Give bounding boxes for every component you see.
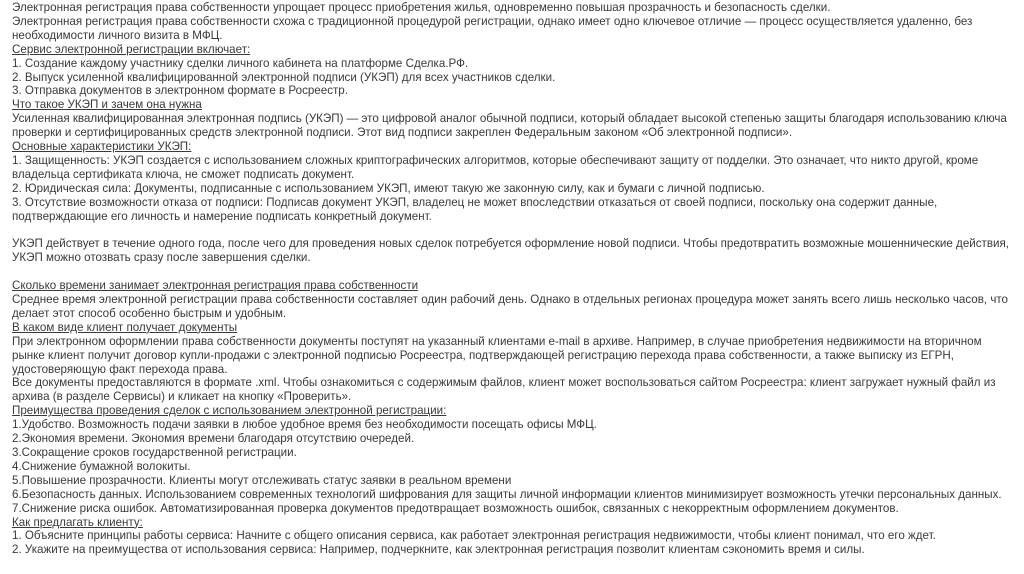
characteristics-item: 1. Защищенность: УКЭП создается с использованием сложных криптографических алгоритмов, которые обеспечивают защиту от подделки. Это означает, что никто другой, кроме владельца сертификата ключа, не сможет подписать документ. bbox=[12, 153, 979, 181]
characteristics-heading: Основные характеристики УКЭП: bbox=[12, 140, 192, 154]
documents-paragraph-2: Все документы предоставляются в формате .xml. Чтобы ознакомиться с содержимым файлов, клиент может воспользоваться сайтом Росреестра: клиент загружает нужный файл из архива (в разделе Сервисы) и кликает на кнопку «Проверить». bbox=[12, 376, 996, 404]
services-item: 2. Выпуск усиленной квалифицированной электронной подписи (УКЭП) для всех участников сделки. bbox=[12, 70, 556, 84]
advantages-item: 7.Снижение риска ошибок. Автоматизированная проверка документов предотвращает возможность ошибок, связанных с некорректным оформлением документов. bbox=[12, 501, 899, 515]
validity-paragraph: УКЭП действует в течение одного года, после чего для проведения новых сделок потребуется оформление новой подписи. Чтобы предотвратить возможные мошеннические действия, УКЭП можно отозвать сразу после завершения сделки. bbox=[12, 237, 1009, 265]
how-to-offer-heading: Как предлагать клиенту: bbox=[12, 515, 143, 529]
advantages-item: 6.Безопасность данных. Использованием современных технологий шифрования для защиты личной информации клиентов минимизирует возможность утечки персональных данных. bbox=[12, 487, 1002, 501]
advantages-item: 4.Снижение бумажной волокиты. bbox=[12, 459, 191, 473]
advantages-item: 2.Экономия времени. Экономия времени благодаря отсутствию очередей. bbox=[12, 432, 415, 446]
advantages-heading: Преимущества проведения сделок с использованием электронной регистрации: bbox=[12, 404, 447, 418]
duration-heading: Сколько времени занимает электронная регистрация права собственности bbox=[12, 279, 419, 293]
services-item: 1. Создание каждому участнику сделки личного кабинета на платформе Сделка.РФ. bbox=[12, 56, 469, 70]
advantages-item: 1.Удобство. Возможность подачи заявки в любое удобное время без необходимости посещать офисы МФЦ. bbox=[12, 418, 597, 432]
spacer bbox=[12, 224, 1016, 238]
documents-heading: В каком виде клиент получает документы bbox=[12, 320, 238, 334]
spacer bbox=[12, 265, 1016, 279]
services-heading: Сервис электронной регистрации включает: bbox=[12, 42, 251, 56]
characteristics-item: 3. Отсутствие возможности отказа от подписи: Подписав документ УКЭП, владелец не может впоследствии отказаться от своей подписи, поскольку она содержит данные, подтверждающие его личность и намерение подписать конкретный документ. bbox=[12, 195, 938, 223]
documents-paragraph-1: При электронном оформлении права собственности документы поступят на указанный клиентами e-mail в архиве. Например, в случае приобретения недвижимости на вторичном рынке клиент получит договор купли-продажи с электронной подписью Росреестра, подтверждающей регистрацию перехода права собственности, а также выписку из ЕГРН, удостоверяющую факт перехода права. bbox=[12, 334, 982, 376]
advantages-item: 5.Повышение прозрачности. Клиенты могут отслеживать статус заявки в реальном времени bbox=[12, 473, 512, 487]
how-to-offer-item: 2. Укажите на преимущества от использования сервиса: Например, подчеркните, как электронная регистрация позволит клиентам сэкономить время и силы. bbox=[12, 543, 865, 557]
ukep-paragraph: Усиленная квалифицированная электронная подпись (УКЭП) — это цифровой аналог обычной подписи, который обладает высокой степенью защиты благодаря использованию ключа проверки и сертифицированных средств электронной подписи. Этот вид подписи закреплен Федеральным законом «Об электронной подписи». bbox=[12, 112, 1007, 140]
advantages-item: 3.Сокращение сроков государственной регистрации. bbox=[12, 445, 297, 459]
intro-paragraph-2: Электронная регистрация права собственности схожа с традиционной процедурой регистрации, однако имеет одно ключевое отличие — процесс осуществляется удаленно, без необходимости личного визита в МФЦ. bbox=[12, 14, 973, 42]
ukep-heading: Что такое УКЭП и зачем она нужна bbox=[12, 98, 202, 112]
intro-paragraph-1: Электронная регистрация права собственности упрощает процесс приобретения жилья, одновременно повышая прозрачность и безопасность сделки. bbox=[12, 1, 831, 14]
services-item: 3. Отправка документов в электронном формате в Росреестр. bbox=[12, 84, 348, 98]
how-to-offer-item: 1. Объясните принципы работы сервиса: Начните с общего описания сервиса, как работает электронная регистрация недвижимости, чтобы клиент понимал, что его ждет. bbox=[12, 529, 936, 543]
duration-paragraph: Среднее время электронной регистрации права собственности составляет один рабочий день. Однако в отдельных регионах процедура может занять всего лишь несколько часов, что делает этот способ особенно быстрым и удобным. bbox=[12, 293, 1009, 320]
characteristics-item: 2. Юридическая сила: Документы, подписанные с использованием УКЭП, имеют такую же законную силу, как и бумаги с личной подписью. bbox=[12, 181, 765, 195]
